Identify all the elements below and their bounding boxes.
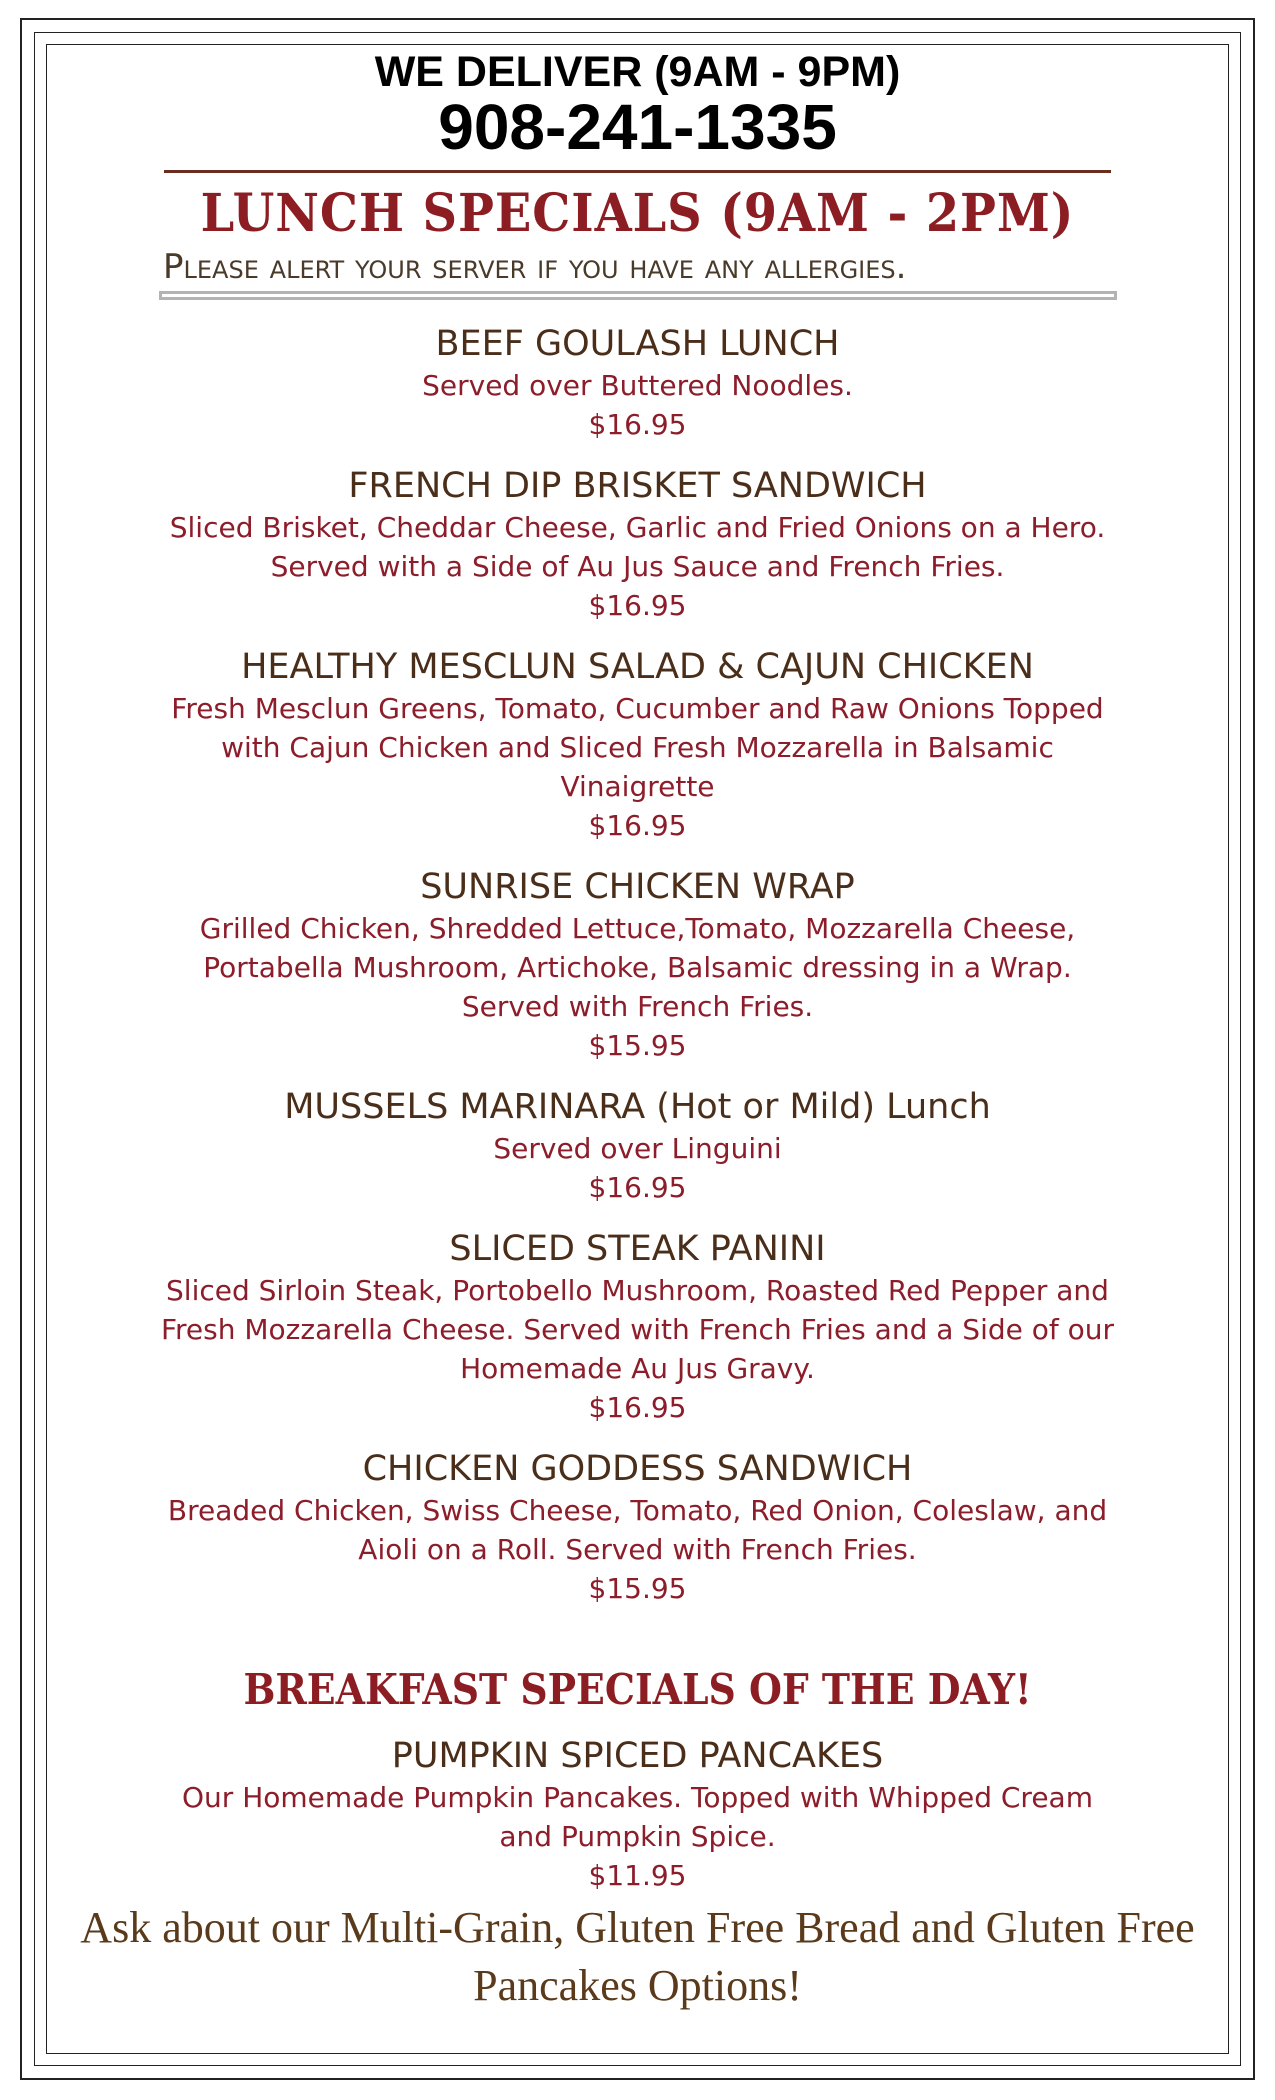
menu-item: [60, 645, 1215, 845]
item-description: Served over Buttered Noodles.: [422, 369, 853, 402]
item-description: Fresh Mesclun Greens, Tomato, Cucumber and Raw Onions Topped with Cajun Chicken and Sliced Fresh Mozzarella in Balsamic Vinaigrette: [171, 692, 1104, 803]
menu-item: [60, 1227, 1215, 1427]
item-price: $16.95: [588, 809, 687, 842]
item-description: Breaded Chicken, Swiss Cheese, Tomato, Red Onion, Coleslaw, and Aioli on a Roll. Served with French Fries.: [167, 1494, 1108, 1566]
divider-rule: [164, 170, 1111, 173]
item-name: SLICED STEAK PANINI: [449, 1229, 826, 1269]
item-price: $16.95: [588, 408, 687, 441]
gray-divider: [159, 291, 1117, 300]
item-description: Sliced Sirloin Steak, Portobello Mushroom, Roasted Red Pepper and Fresh Mozzarella Cheese. Served with French Fries and a Side of our Homemade Au Jus Gravy.: [160, 1274, 1115, 1385]
menu-item: [60, 1085, 1215, 1207]
item-price: $16.95: [588, 1391, 687, 1424]
menu-page: [60, 44, 1215, 2054]
item-name: SUNRISE CHICKEN WRAP: [420, 867, 855, 907]
breakfast-specials-title: BREAKFAST SPECIALS OF THE DAY!: [243, 1665, 1032, 1714]
item-name: BEEF GOULASH LUNCH: [435, 324, 840, 364]
item-name: MUSSELS MARINARA (Hot or Mild) Lunch: [284, 1087, 991, 1127]
item-description: Grilled Chicken, Shredded Lettuce,Tomato, Mozzarella Cheese, Portabella Mushroom, Artichoke, Balsamic dressing in a Wrap. Served with French Fries.: [199, 912, 1076, 1023]
item-name: CHICKEN GODDESS SANDWICH: [362, 1449, 913, 1489]
item-price: $15.95: [588, 1572, 687, 1605]
gluten-free-note: Ask about our Multi-Grain, Gluten Free Bread and Gluten Free Pancakes Options!: [80, 1903, 1195, 2010]
item-price: $16.95: [588, 1171, 687, 1204]
menu-item: [60, 1734, 1215, 1895]
item-description: Served over Linguini: [493, 1132, 782, 1165]
item-name: PUMPKIN SPICED PANCAKES: [391, 1736, 884, 1776]
item-description: Our Homemade Pumpkin Pancakes. Topped with Whipped Cream and Pumpkin Spice.: [182, 1781, 1093, 1853]
item-price: $16.95: [588, 589, 687, 622]
item-name: FRENCH DIP BRISKET SANDWICH: [348, 466, 927, 506]
allergy-note: Please alert your server if you have any allergies.: [163, 247, 907, 287]
menu-item: [60, 1447, 1215, 1608]
item-name: HEALTHY MESCLUN SALAD & CAJUN CHICKEN: [241, 647, 1034, 687]
item-price: $11.95: [588, 1859, 687, 1892]
item-price: $15.95: [588, 1029, 687, 1062]
menu-item: [60, 865, 1215, 1065]
delivery-hours: WE DELIVER (9AM - 9PM): [374, 48, 901, 96]
lunch-specials-title: LUNCH SPECIALS (9AM - 2PM): [200, 183, 1075, 244]
item-description: Sliced Brisket, Cheddar Cheese, Garlic and Fried Onions on a Hero. Served with a Side of Au Jus Sauce and French Fries.: [169, 511, 1106, 583]
menu-item: [60, 464, 1215, 625]
phone-number[interactable]: 908-241-1335: [438, 91, 837, 163]
menu-item: [60, 322, 1215, 444]
